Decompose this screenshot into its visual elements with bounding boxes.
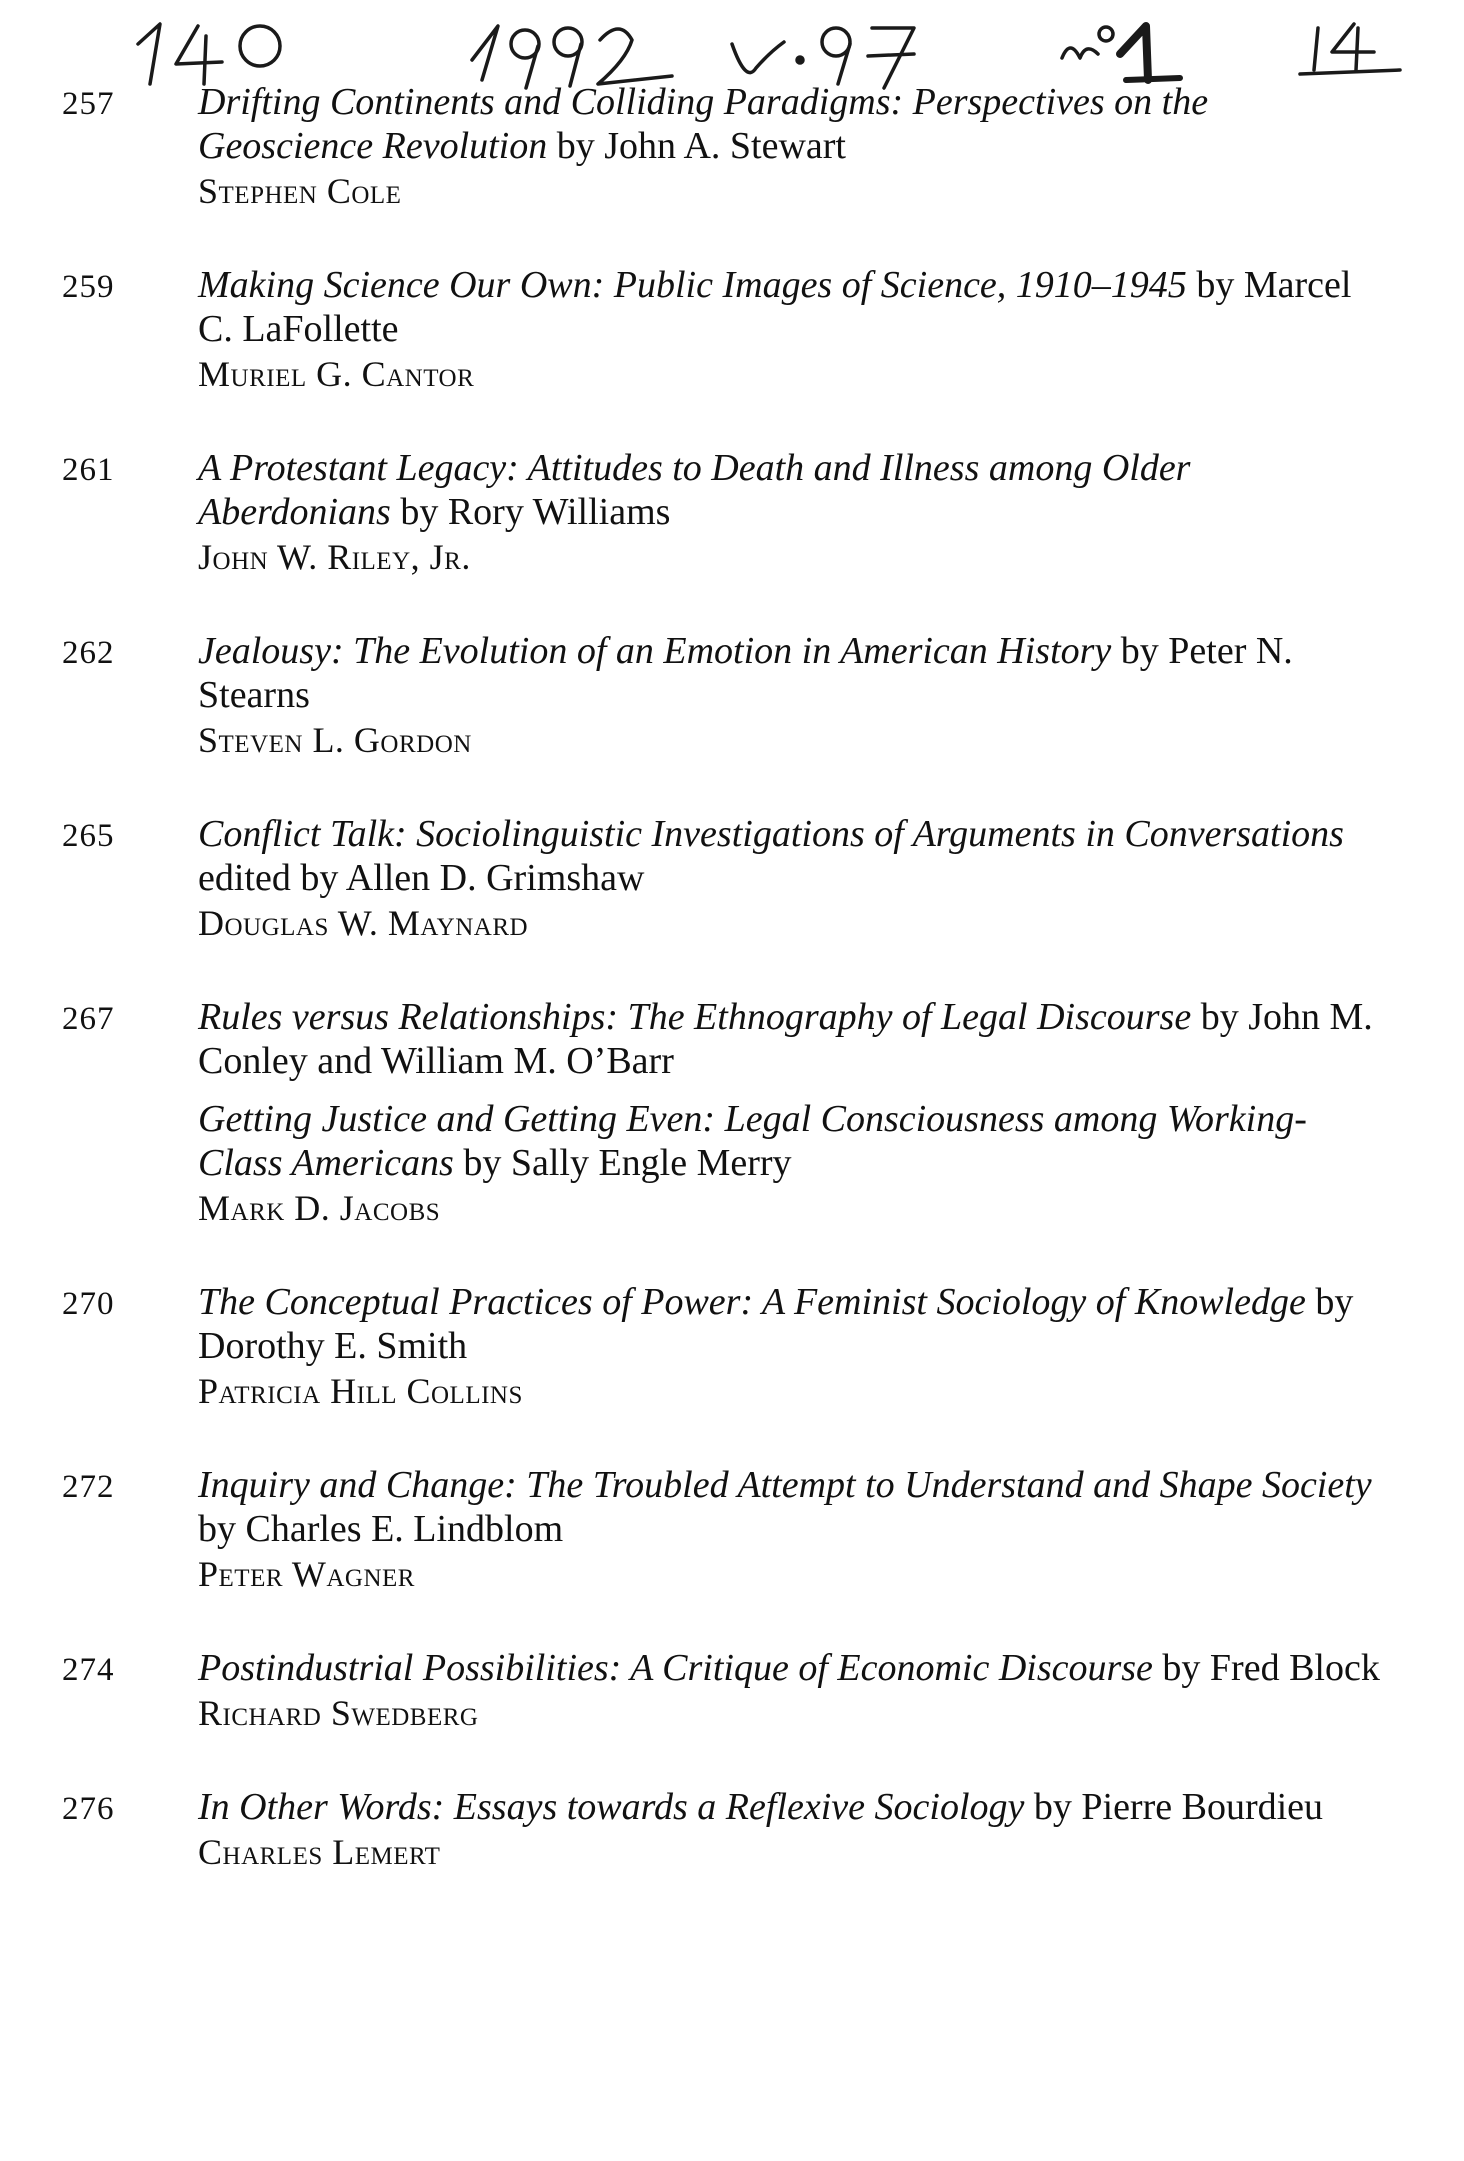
reviewed-work <box>198 995 1382 1083</box>
book-author: by Dorothy E. Smith <box>198 1281 1354 1367</box>
review-entry <box>62 629 1382 762</box>
review-body <box>198 1463 1382 1596</box>
review-body <box>198 1785 1382 1874</box>
page-number: 274 <box>62 1652 115 1688</box>
reviewed-work <box>198 80 1382 168</box>
review-entry <box>62 1463 1382 1596</box>
review-body <box>198 263 1382 396</box>
handwritten-1992 <box>472 26 672 88</box>
review-entry <box>62 1280 1382 1413</box>
reviewed-work <box>198 1785 1382 1829</box>
book-title: Conflict Talk: Sociolinguistic Investigations of Arguments in Conversations <box>198 813 1344 855</box>
page-number: 259 <box>62 269 115 305</box>
reviewer-name: John W. Riley, Jr. <box>198 537 471 577</box>
reviewed-work <box>198 1646 1382 1690</box>
review-body <box>198 812 1382 945</box>
reviewer-name: Patricia Hill Collins <box>198 1371 523 1411</box>
reviewer-name: Mark D. Jacobs <box>198 1188 441 1228</box>
reviewed-work <box>198 1463 1382 1551</box>
book-author: by Peter N. Stearns <box>198 630 1293 716</box>
reviewed-work <box>198 629 1382 717</box>
review-list <box>62 80 1382 1924</box>
book-title: In Other Words: Essays towards a Reflexive Sociology <box>198 1786 1025 1828</box>
book-author: by Fred Block <box>1162 1647 1380 1689</box>
reviewer-name: Muriel G. Cantor <box>198 354 475 394</box>
reviewed-work <box>198 263 1382 351</box>
book-title: Drifting Continents and Colliding Paradigms: Perspectives on the Geoscience Revolution <box>198 81 1209 167</box>
reviewer-name: Charles Lemert <box>198 1832 441 1872</box>
handwritten-14 <box>1300 24 1400 74</box>
review-entry <box>62 263 1382 396</box>
page-number: 262 <box>62 635 115 671</box>
book-author: by Marcel C. LaFollette <box>198 264 1352 350</box>
book-author: by Charles E. Lindblom <box>198 1508 564 1550</box>
book-title: The Conceptual Practices of Power: A Feminist Sociology of Knowledge <box>198 1281 1306 1323</box>
reviewed-work <box>198 812 1382 900</box>
review-entry <box>62 80 1382 213</box>
reviewed-work <box>198 1097 1382 1185</box>
reviewer-name: Stephen Cole <box>198 171 402 211</box>
review-entry <box>62 1646 1382 1735</box>
book-author: edited by Allen D. Grimshaw <box>198 857 645 899</box>
review-entry <box>62 995 1382 1230</box>
page-number: 276 <box>62 1791 115 1827</box>
review-body <box>198 1646 1382 1735</box>
book-title: Getting Justice and Getting Even: Legal Consciousness among Working-Class Americans <box>198 1098 1307 1184</box>
page-number: 257 <box>62 86 115 122</box>
reviewer-name: Steven L. Gordon <box>198 720 472 760</box>
reviewer-name: Richard Swedberg <box>198 1693 479 1733</box>
review-entry <box>62 812 1382 945</box>
review-entry <box>62 446 1382 579</box>
page-number: 272 <box>62 1469 115 1505</box>
reviewed-work <box>198 1280 1382 1368</box>
review-body <box>198 995 1382 1230</box>
reviewer-name: Peter Wagner <box>198 1554 415 1594</box>
book-title: Inquiry and Change: The Troubled Attempt to Understand and Shape Society <box>198 1464 1372 1506</box>
book-author: by Sally Engle Merry <box>463 1142 792 1184</box>
book-title: Jealousy: The Evolution of an Emotion in American History <box>198 630 1112 672</box>
reviewed-work <box>198 446 1382 534</box>
review-body <box>198 446 1382 579</box>
book-author: by John A. Stewart <box>556 125 846 167</box>
book-title: A Protestant Legacy: Attitudes to Death and Illness among Older Aberdonians <box>198 447 1191 533</box>
reviewer-name: Douglas W. Maynard <box>198 903 529 943</box>
review-entry <box>62 1785 1382 1874</box>
handwritten-140 <box>138 24 280 84</box>
book-author: by Pierre Bourdieu <box>1033 1786 1324 1828</box>
book-title: Postindustrial Possibilities: A Critique of Economic Discourse <box>198 1647 1153 1689</box>
handwritten-v97 <box>732 28 914 88</box>
book-title: Making Science Our Own: Public Images of Science, 1910–1945 <box>198 264 1187 306</box>
page-number: 267 <box>62 1001 115 1037</box>
book-author: by John M. Conley and William M. O’Barr <box>198 996 1373 1082</box>
page-number: 265 <box>62 818 115 854</box>
page-number: 261 <box>62 452 115 488</box>
book-author: by Rory Williams <box>400 491 671 533</box>
book-title: Rules versus Relationships: The Ethnography of Legal Discourse <box>198 996 1192 1038</box>
page-number: 270 <box>62 1286 115 1322</box>
review-body <box>198 80 1382 213</box>
handwritten-no1 <box>1062 26 1180 80</box>
review-body <box>198 1280 1382 1413</box>
review-body <box>198 629 1382 762</box>
